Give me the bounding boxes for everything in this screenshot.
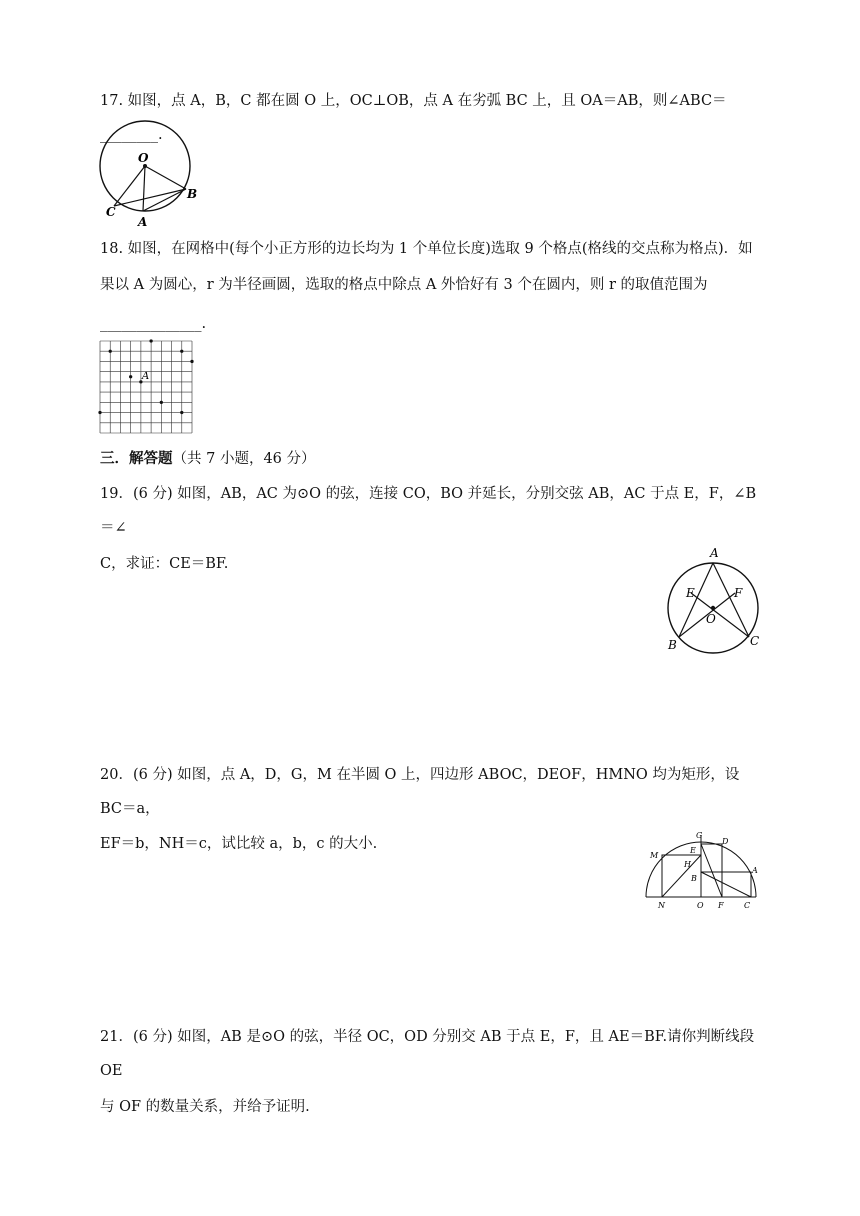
label-a: A [752,866,758,875]
label-f: F [734,586,743,600]
question-21-line2: 与 OF 的数量关系，并给予证明. [100,1099,310,1115]
question-21-line1: 21．(6 分) 如图，AB 是⊙O 的弦，半径 OC，OD 分别交 AB 于点 E，F，且 AE＝BF.请你判断线段 OE [100,1029,755,1079]
label-f: F [718,901,724,910]
grid-point [98,411,101,414]
figure-18-grid [100,341,192,433]
label-c: C [750,634,760,648]
label-c: C [106,205,116,219]
grid-point [129,375,132,378]
question-18-line3: ______________. [100,316,207,332]
question-19-line2: C，求证：CE＝BF. [100,556,229,572]
question-18-line1: 18. 如图，在网格中(每个小正方形的边长均为 1 个单位长度)选取 9 个格点(格线的交点称为格点)．如 [100,241,753,257]
label-o: O [706,612,716,626]
question-19 [100,477,760,581]
grid-point [109,350,112,353]
question-18 [100,232,760,341]
figure-17 [96,118,206,228]
label-h: H [684,860,691,869]
question-20-line2: EF＝b，NH＝c，试比较 a，b，c 的大小. [100,836,378,852]
label-c: C [744,901,751,910]
label-e: E [686,586,695,600]
label-g: G [696,831,703,840]
label-a: A [710,546,719,560]
label-o: O [138,151,149,165]
label-b: B [187,187,198,201]
label-b: B [668,638,677,652]
section-heading [100,444,316,474]
grid-point [160,401,163,404]
grid-point [149,339,152,342]
label-e: E [690,846,696,855]
grid-point [180,411,183,414]
figure-19 [664,542,770,654]
grid-point [180,350,183,353]
label-d: D [722,837,729,846]
question-17-text: 17. 如图，点 A，B，C 都在圆 O 上，OC⊥OB，点 A 在劣弧 BC 上，且 OA＝AB，则∠ABC＝________. [100,93,727,143]
question-21 [100,1020,760,1124]
label-o: O [697,901,704,910]
label-a-grid: A [141,370,150,382]
label-m: M [650,851,659,860]
question-19-line1: 19．(6 分) 如图，AB，AC 为⊙O 的弦，连接 CO，BO 并延长，分别交弦 AB，AC 于点 E，F，∠B＝∠ [100,486,757,536]
section-note: （共 7 小题，46 分） [172,451,316,467]
label-n: N [658,901,665,910]
figure-20 [640,828,766,914]
section-title: 三．解答题 [100,450,173,467]
label-a: A [138,215,148,229]
grid-point [190,360,193,363]
question-18-line2: 果以 A 为圆心，r 为半径画圆，选取的格点中除点 A 外恰好有 3 个在圆内，则 r 的取值范围为 [100,277,708,293]
question-20-line1: 20．(6 分) 如图，点 A，D，G，M 在半圆 O 上，四边形 ABOC，DEOF，HMNO 均为矩形，设 BC＝a， [100,767,740,817]
label-b: B [691,874,697,883]
